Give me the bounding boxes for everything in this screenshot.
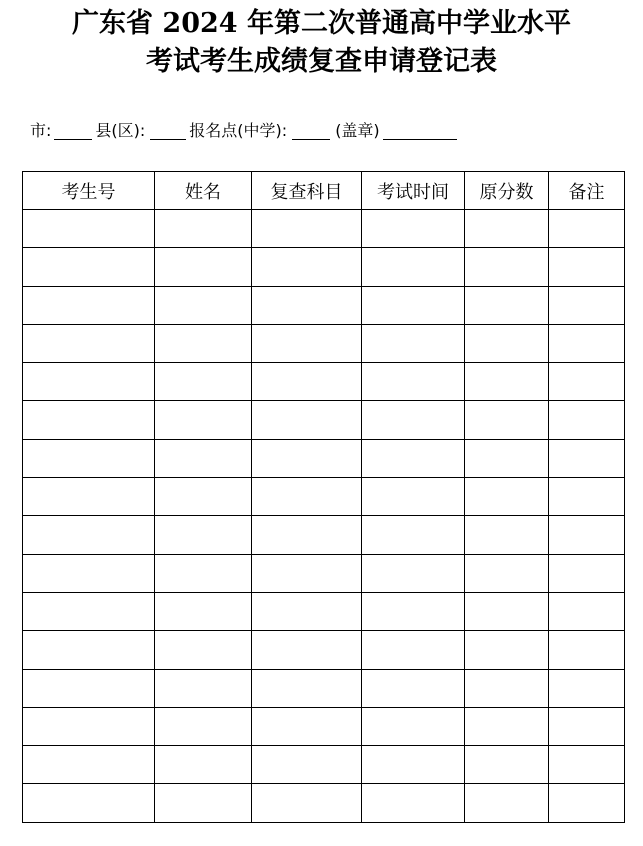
cell-name[interactable]: [155, 401, 252, 439]
table-row: [23, 784, 625, 822]
cell-exam-time[interactable]: [362, 631, 465, 669]
cell-review-subject[interactable]: [252, 554, 362, 592]
table-row: [23, 516, 625, 554]
cell-remarks[interactable]: [549, 631, 625, 669]
cell-original-score[interactable]: [465, 631, 549, 669]
cell-remarks[interactable]: [549, 554, 625, 592]
cell-exam-time[interactable]: [362, 478, 465, 516]
cell-remarks[interactable]: [549, 669, 625, 707]
cell-original-score[interactable]: [465, 248, 549, 286]
cell-name[interactable]: [155, 592, 252, 630]
cell-exam-number[interactable]: [23, 363, 155, 401]
cell-original-score[interactable]: [465, 478, 549, 516]
cell-review-subject[interactable]: [252, 401, 362, 439]
review-registration-table: [22, 171, 625, 823]
cell-exam-number[interactable]: [23, 592, 155, 630]
table-header-row: [23, 172, 625, 210]
cell-review-subject[interactable]: [252, 210, 362, 248]
cell-remarks[interactable]: [549, 592, 625, 630]
cell-name[interactable]: [155, 516, 252, 554]
cell-review-subject[interactable]: [252, 516, 362, 554]
cell-original-score[interactable]: [465, 784, 549, 822]
table-row: [23, 324, 625, 362]
cell-exam-number[interactable]: [23, 401, 155, 439]
cell-remarks[interactable]: [549, 210, 625, 248]
cell-name[interactable]: [155, 669, 252, 707]
table-row: [23, 746, 625, 784]
cell-review-subject[interactable]: [252, 363, 362, 401]
cell-exam-time[interactable]: [362, 746, 465, 784]
table-row: [23, 669, 625, 707]
cell-original-score[interactable]: [465, 363, 549, 401]
cell-name[interactable]: [155, 210, 252, 248]
registration-site-label: 报名点(中学):: [189, 121, 288, 140]
cell-exam-number[interactable]: [23, 248, 155, 286]
county-label: 县(区):: [95, 121, 146, 140]
applicant-info-row: [29, 117, 457, 141]
cell-remarks[interactable]: [549, 784, 625, 822]
cell-exam-time[interactable]: [362, 784, 465, 822]
table-row: [23, 210, 625, 248]
cell-remarks[interactable]: [549, 248, 625, 286]
cell-exam-time[interactable]: [362, 363, 465, 401]
cell-exam-time[interactable]: [362, 401, 465, 439]
cell-exam-time[interactable]: [362, 516, 465, 554]
cell-exam-number[interactable]: [23, 784, 155, 822]
cell-exam-time[interactable]: [362, 707, 465, 745]
cell-original-score[interactable]: [465, 401, 549, 439]
cell-review-subject[interactable]: [252, 248, 362, 286]
city-label: 市:: [30, 121, 52, 140]
header-exam-number: 考生号: [23, 172, 155, 210]
cell-name[interactable]: [155, 707, 252, 745]
cell-original-score[interactable]: [465, 554, 549, 592]
cell-original-score[interactable]: [465, 324, 549, 362]
cell-review-subject[interactable]: [252, 592, 362, 630]
cell-exam-time[interactable]: [362, 210, 465, 248]
cell-review-subject[interactable]: [252, 286, 362, 324]
cell-exam-number[interactable]: [23, 286, 155, 324]
page-title-line-1: 广东省 2024 年第二次普通高中学业水平: [72, 8, 571, 39]
cell-remarks[interactable]: [549, 363, 625, 401]
header-remarks: 备注: [549, 172, 625, 210]
cell-name[interactable]: [155, 746, 252, 784]
cell-name[interactable]: [155, 324, 252, 362]
cell-exam-number[interactable]: [23, 707, 155, 745]
cell-exam-number[interactable]: [23, 554, 155, 592]
cell-remarks[interactable]: [549, 324, 625, 362]
cell-name[interactable]: [155, 248, 252, 286]
cell-name[interactable]: [155, 631, 252, 669]
cell-exam-number[interactable]: [23, 631, 155, 669]
cell-remarks[interactable]: [549, 707, 625, 745]
table-row: [23, 439, 625, 477]
table-row: [23, 286, 625, 324]
cell-original-score[interactable]: [465, 707, 549, 745]
table-row: [23, 401, 625, 439]
table-row: [23, 707, 625, 745]
table-row: [23, 363, 625, 401]
cell-review-subject[interactable]: [252, 439, 362, 477]
seal-blank-field[interactable]: [383, 122, 457, 140]
cell-remarks[interactable]: [549, 516, 625, 554]
cell-original-score[interactable]: [465, 439, 549, 477]
cell-exam-number[interactable]: [23, 478, 155, 516]
cell-review-subject[interactable]: [252, 707, 362, 745]
table-row: [23, 554, 625, 592]
cell-review-subject[interactable]: [252, 478, 362, 516]
table-body: [23, 210, 625, 823]
table-row: [23, 478, 625, 516]
table-row: [23, 248, 625, 286]
cell-original-score[interactable]: [465, 669, 549, 707]
header-original-score: 原分数: [465, 172, 549, 210]
cell-remarks[interactable]: [549, 286, 625, 324]
cell-exam-time[interactable]: [362, 592, 465, 630]
cell-exam-time[interactable]: [362, 669, 465, 707]
cell-original-score[interactable]: [465, 746, 549, 784]
page-title-line-2: 考试考生成绩复查申请登记表: [146, 46, 497, 77]
table-row: [23, 592, 625, 630]
cell-remarks[interactable]: [549, 401, 625, 439]
cell-review-subject[interactable]: [252, 784, 362, 822]
cell-exam-time[interactable]: [362, 324, 465, 362]
cell-review-subject[interactable]: [252, 631, 362, 669]
cell-name[interactable]: [155, 784, 252, 822]
cell-review-subject[interactable]: [252, 746, 362, 784]
cell-original-score[interactable]: [465, 592, 549, 630]
table-row: [23, 631, 625, 669]
county-blank-field[interactable]: [150, 122, 186, 140]
seal-label: (盖章): [335, 121, 380, 140]
cell-original-score[interactable]: [465, 210, 549, 248]
header-review-subject: 复查科目: [252, 172, 362, 210]
cell-exam-time[interactable]: [362, 554, 465, 592]
cell-original-score[interactable]: [465, 516, 549, 554]
cell-exam-time[interactable]: [362, 248, 465, 286]
cell-name[interactable]: [155, 286, 252, 324]
cell-exam-number[interactable]: [23, 439, 155, 477]
header-name: 姓名: [155, 172, 252, 210]
cell-exam-number[interactable]: [23, 324, 155, 362]
city-blank-field[interactable]: [54, 122, 92, 140]
cell-name[interactable]: [155, 554, 252, 592]
cell-name[interactable]: [155, 363, 252, 401]
cell-review-subject[interactable]: [252, 324, 362, 362]
cell-exam-number[interactable]: [23, 746, 155, 784]
cell-review-subject[interactable]: [252, 669, 362, 707]
cell-remarks[interactable]: [549, 746, 625, 784]
cell-original-score[interactable]: [465, 286, 549, 324]
cell-exam-number[interactable]: [23, 516, 155, 554]
header-exam-time: 考试时间: [362, 172, 465, 210]
cell-exam-time[interactable]: [362, 439, 465, 477]
cell-exam-number[interactable]: [23, 210, 155, 248]
cell-name[interactable]: [155, 439, 252, 477]
cell-exam-number[interactable]: [23, 669, 155, 707]
cell-exam-time[interactable]: [362, 286, 465, 324]
cell-name[interactable]: [155, 478, 252, 516]
cell-remarks[interactable]: [549, 439, 625, 477]
registration-site-blank-field[interactable]: [292, 122, 330, 140]
cell-remarks[interactable]: [549, 478, 625, 516]
